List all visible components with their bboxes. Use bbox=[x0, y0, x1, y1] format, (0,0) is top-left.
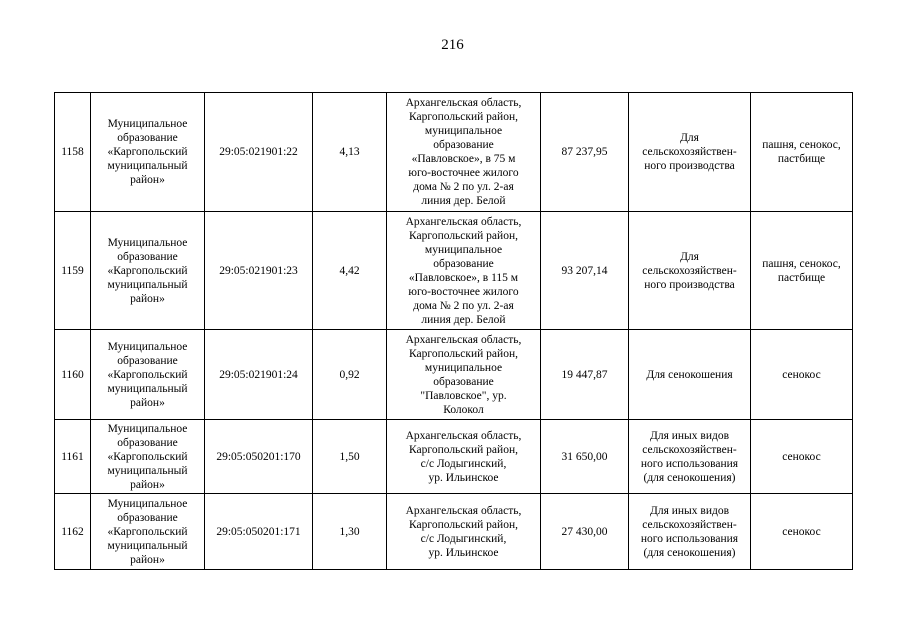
address-cell: Архангельская область, Каргопольский район, муниципальное образование «Павловское», в 75 м юго-восточнее жилого дома № 2 по ул. 2-ая линия дер. Белой bbox=[387, 93, 541, 212]
owner-cell: Муниципальное образование «Каргопольский муниципальный район» bbox=[91, 93, 205, 212]
cadastral-value-cell: 31 650,00 bbox=[541, 420, 629, 494]
address-cell: Архангельская область, Каргопольский район, муниципальное образование «Павловское», в 115 м юго-восточнее жилого дома № 2 по ул. 2-ая линия дер. Белой bbox=[387, 212, 541, 330]
row-number-cell: 1161 bbox=[55, 420, 91, 494]
permitted-use-cell: Для иных видов сельскохозяйствен- ного использования (для сенокошения) bbox=[629, 494, 751, 570]
cadastral-value-cell: 19 447,87 bbox=[541, 330, 629, 420]
row-number-cell: 1159 bbox=[55, 212, 91, 330]
permitted-use-cell: Для иных видов сельскохозяйствен- ного использования (для сенокошения) bbox=[629, 420, 751, 494]
table-row bbox=[55, 330, 853, 420]
table-row bbox=[55, 420, 853, 494]
row-number-cell: 1162 bbox=[55, 494, 91, 570]
land-type-cell: сенокос bbox=[751, 420, 853, 494]
land-type-cell: пашня, сенокос, пастбище bbox=[751, 93, 853, 212]
cadastral-number-cell: 29:05:021901:24 bbox=[205, 330, 313, 420]
row-number-cell: 1158 bbox=[55, 93, 91, 212]
land-type-cell: сенокос bbox=[751, 494, 853, 570]
area-cell: 4,42 bbox=[313, 212, 387, 330]
cadastral-value-cell: 93 207,14 bbox=[541, 212, 629, 330]
owner-cell: Муниципальное образование «Каргопольский муниципальный район» bbox=[91, 212, 205, 330]
cadastral-number-cell: 29:05:021901:23 bbox=[205, 212, 313, 330]
table-row bbox=[55, 93, 853, 212]
area-cell: 0,92 bbox=[313, 330, 387, 420]
land-plots-table bbox=[54, 92, 853, 570]
address-cell: Архангельская область, Каргопольский район, муниципальное образование "Павловское", ур. Колокол bbox=[387, 330, 541, 420]
area-cell: 1,50 bbox=[313, 420, 387, 494]
address-cell: Архангельская область, Каргопольский район, с/с Лодыгинский, ур. Ильинское bbox=[387, 420, 541, 494]
cadastral-value-cell: 27 430,00 bbox=[541, 494, 629, 570]
page-number: 216 bbox=[441, 37, 464, 53]
cadastral-number-cell: 29:05:021901:22 bbox=[205, 93, 313, 212]
cadastral-value-cell: 87 237,95 bbox=[541, 93, 629, 212]
owner-cell: Муниципальное образование «Каргопольский муниципальный район» bbox=[91, 494, 205, 570]
land-type-cell: пашня, сенокос, пастбище bbox=[751, 212, 853, 330]
owner-cell: Муниципальное образование «Каргопольский муниципальный район» bbox=[91, 420, 205, 494]
area-cell: 4,13 bbox=[313, 93, 387, 212]
table-row bbox=[55, 212, 853, 330]
cadastral-number-cell: 29:05:050201:170 bbox=[205, 420, 313, 494]
area-cell: 1,30 bbox=[313, 494, 387, 570]
land-type-cell: сенокос bbox=[751, 330, 853, 420]
permitted-use-cell: Для сельскохозяйствен- ного производства bbox=[629, 93, 751, 212]
address-cell: Архангельская область, Каргопольский район, с/с Лодыгинский, ур. Ильинское bbox=[387, 494, 541, 570]
cadastral-number-cell: 29:05:050201:171 bbox=[205, 494, 313, 570]
owner-cell: Муниципальное образование «Каргопольский муниципальный район» bbox=[91, 330, 205, 420]
row-number-cell: 1160 bbox=[55, 330, 91, 420]
permitted-use-cell: Для сенокошения bbox=[629, 330, 751, 420]
permitted-use-cell: Для сельскохозяйствен- ного производства bbox=[629, 212, 751, 330]
table-row bbox=[55, 494, 853, 570]
